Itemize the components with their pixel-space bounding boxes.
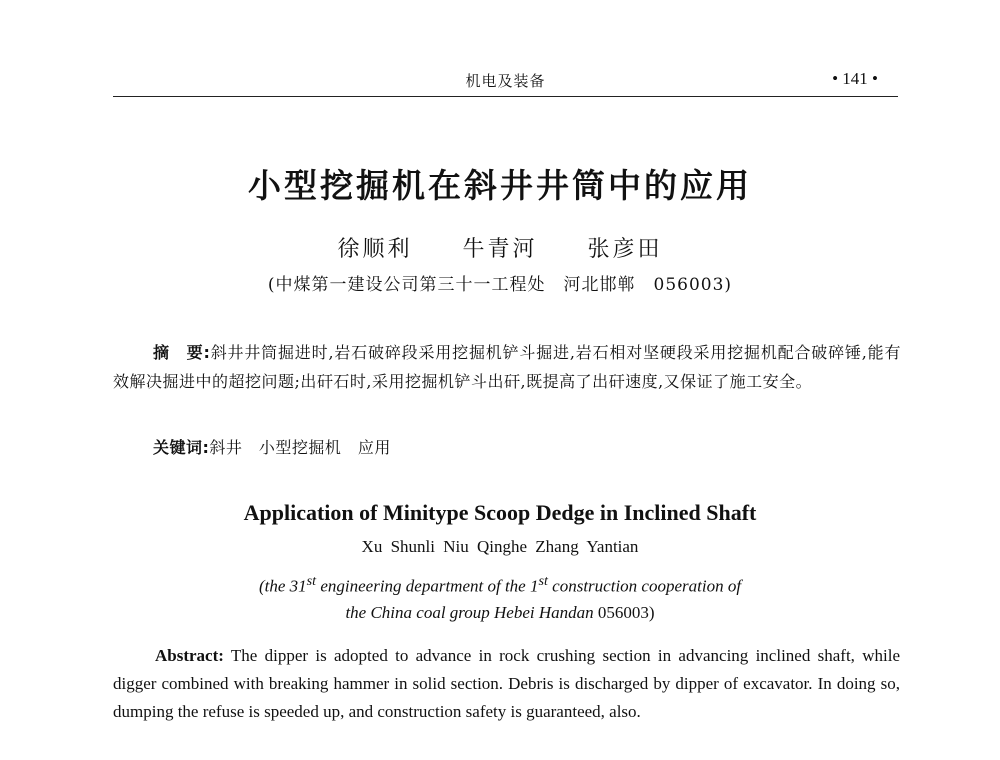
page-number: • 141 •: [832, 69, 878, 88]
chinese-title: 小型挖掘机在斜井井筒中的应用: [248, 166, 752, 205]
english-affiliation: [0, 568, 1000, 626]
english-abstract: [113, 642, 900, 726]
english-abstract-label: Abstract:: [155, 646, 224, 665]
running-header: [113, 70, 898, 94]
header-rule: [113, 96, 898, 97]
english-affiliation-line1: (the 31st engineering department of the 1st construction cooperation of: [258, 573, 742, 596]
english-title: Application of Minitype Scoop Dedge in Inclined Shaft: [243, 500, 757, 525]
section-name: 机电及装备: [465, 72, 546, 90]
chinese-abstract: [113, 338, 901, 396]
english-affiliation-line2: the China coal group Hebei Handan 056003): [345, 602, 655, 622]
chinese-authors: 徐顺利 牛青河 张彦田: [337, 237, 663, 262]
chinese-abstract-label: 摘 要:: [153, 343, 211, 362]
english-abstract-text: The dipper is adopted to advance in rock crushing section in advancing inclined shaft, while digger combined with breaking hammer in solid section. Debris is discharged by dipper of excavator. In doing so, dumping the refuse is speeded up, and construction safety is guaranteed, also.: [113, 646, 901, 721]
chinese-keywords-text: 斜井 小型挖掘机 应用: [209, 438, 391, 457]
chinese-keywords: [153, 433, 901, 462]
chinese-affiliation: (中煤第一建设公司第三十一工程处 河北邯郸 056003): [267, 275, 733, 295]
english-authors: Xu Shunli Niu Qinghe Zhang Yantian: [361, 537, 639, 556]
chinese-abstract-text: 斜井井筒掘进时,岩石破碎段采用挖掘机铲斗掘进,岩石相对坚硬段采用挖掘机配合破碎锤,能有效解决掘进中的超挖问题;出矸石时,采用挖掘机铲斗出矸,既提高了出矸速度,又保证了施工安全。: [113, 343, 901, 391]
chinese-keywords-label: 关键词:: [153, 438, 210, 457]
